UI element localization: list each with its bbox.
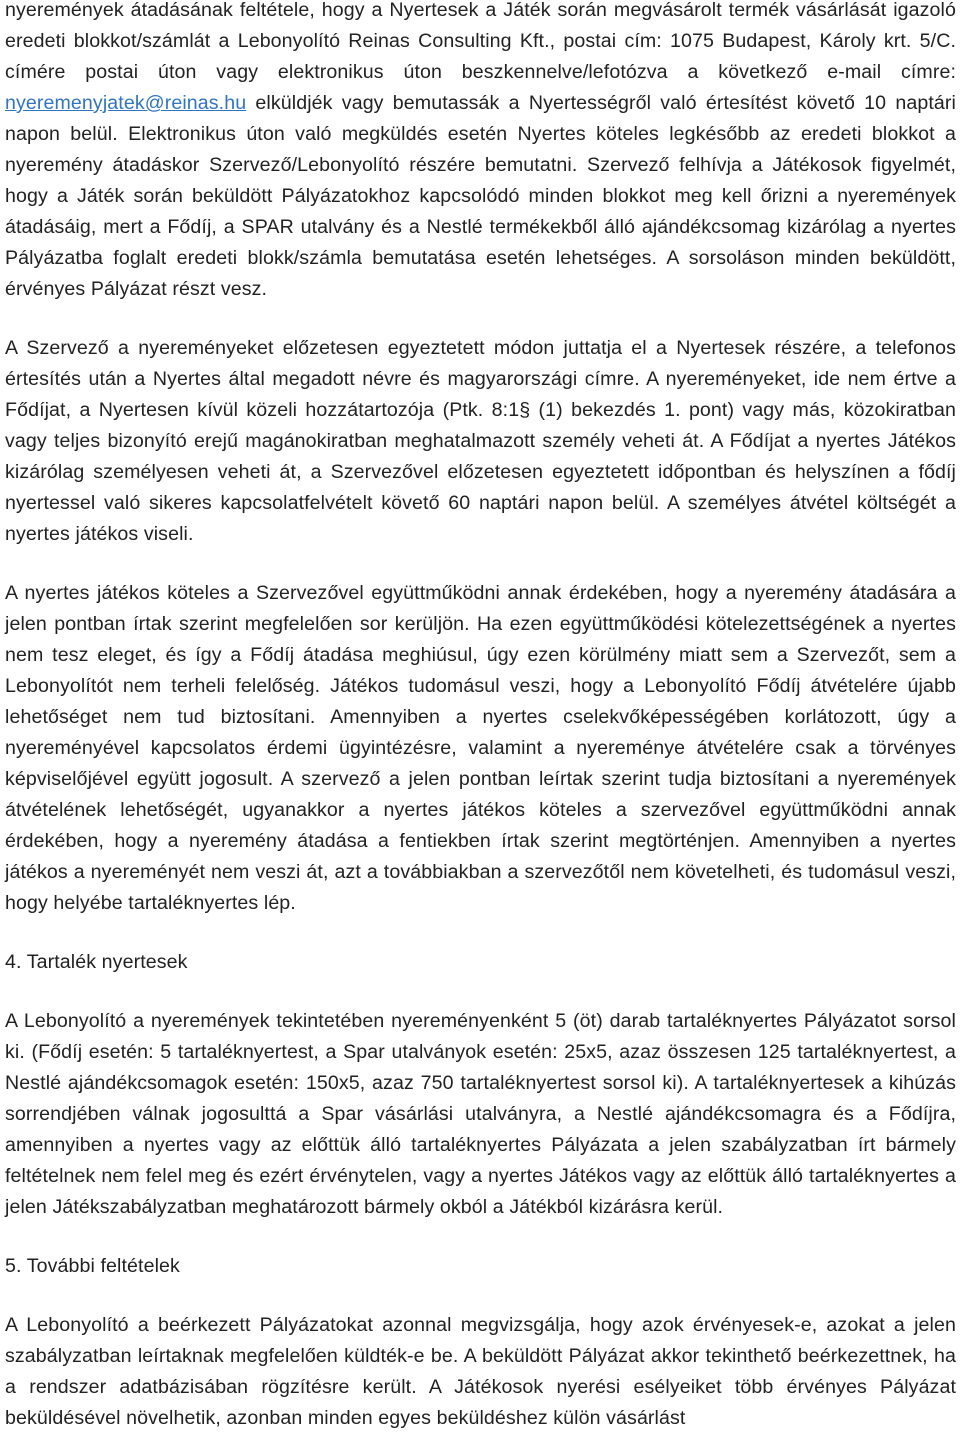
email-link[interactable]: nyeremenyjatek@reinas.hu xyxy=(5,92,247,114)
section-heading-further-conditions: 5. További feltételek xyxy=(5,1255,180,1277)
section-heading-reserve-winners: 4. Tartalék nyertesek xyxy=(5,951,188,973)
paragraph-prize-handover-conditions xyxy=(5,0,956,305)
paragraph-prize-delivery: A Szervező a nyereményeket előzetesen egyeztetett módon juttatja el a Nyertesek részére, a telefonos értesítés után a Nyertes által megadott névre és magyarországi címre. A nyereményeket, ide nem értve a Fődíjat, a Nyertesen kívül közeli hozzátartozója (Ptk. 8:1§ (1) bekezdés 1. pont) vagy más, közokiratban vagy teljes bizonyító erejű magánokiratban meghatalmazott személy veheti át. A Fődíjat a nyertes Játékos kizárólag személyesen veheti át, a Szervezővel előzetesen egyeztetett időpontban és helyszínen a fődíj nyertessel való sikeres kapcsolatfelvételt követő 60 naptári napon belül. A személyes átvétel költségét a nyertes játékos viseli. xyxy=(5,337,956,545)
paragraph-reserve-winners: A Lebonyolító a nyeremények tekintetében nyereményenként 5 (öt) darab tartaléknyertes Pályázatot sorsol ki. (Fődíj esetén: 5 tartaléknyertest, a Spar utalványok esetén: 25x5, azaz összesen 125 tartaléknyertest, a Nestlé ajándékcsomagok esetén: 150x5, azaz 750 tartaléknyertest sorsol ki). A tartaléknyertesek a kihúzás sorrendjében válnak jogosulttá a Spar vásárlási utalványra, a Nestlé ajándékcsomagra és a Fődíjra, amennyiben a nyertes vagy az előttük álló tartaléknyertes Pályázata a jelen szabályzatban írt bármely feltételnek nem felel meg és ezért érvénytelen, vagy a nyertes Játékos vagy az előttük álló tartaléknyertes a jelen Játékszabályzatban meghatározott bármely okból a Játékból kizárásra kerül. xyxy=(5,1010,956,1218)
paragraph-text: elküldjék vagy bemutassák a Nyertességről való értesítést követő 10 naptári napon belül. Elektronikus úton való megküldés esetén Nyertes köteles legkésőbb az eredeti blokkot a nyeremény átadáskor Szervező/Lebonyolító részére bemutatni. Szervező felhívja a Játékosok figyelmét, hogy a Játék során beküldött Pályázatokhoz kapcsolódó minden blokkot meg kell őrizni a nyeremények átadásáig, mert a Fődíj, a SPAR utalvány és a Nestlé termékekből álló ajándékcsomag kizárólag a nyertes Pályázatba foglalt eredeti blokk/számla bemutatása esetén lehetséges. A sorsoláson minden beküldött, érvényes Pályázat részt vesz. xyxy=(5,92,956,300)
paragraph-text: nyeremények átadásának feltétele, hogy a Nyertesek a Játék során megvásárolt termék vásárlását igazoló eredeti blokkot/számlát a Lebonyolító Reinas Consulting Kft., postai cím: 1075 Budapest, Károly krt. 5/C. címére postai úton vagy elektronikus úton beszkennelve/lefotózva a következő e-mail címre: xyxy=(5,0,956,83)
paragraph-winner-cooperation: A nyertes játékos köteles a Szervezővel együttműködni annak érdekében, hogy a nyeremény átadására a jelen pontban írtak szerint megfelelően sor kerüljön. Ha ezen együttműködési kötelezettségének a nyertes nem tesz eleget, és így a Fődíj átadása meghiúsul, úgy ezen körülmény miatt sem a Szervezőt, sem a Lebonyolítót nem terheli felelőség. Játékos tudomásul veszi, hogy a Lebonyolító Fődíj átvételére újabb lehetőséget nem tud biztosítani. Amennyiben a nyertes cselekvőképességében korlátozott, úgy a nyereményével kapcsolatos érdemi ügyintézésre, valamint a nyereménye átvételére csak a törvényes képviselőjével együtt jogosult. A szervező a jelen pontban leírtak szerint tudja biztosítani a nyeremények átvételének lehetőségét, ugyanakkor a nyertes játékos köteles a szervezővel együttműködni annak érdekében, hogy a nyeremény átadása a fentiekben írtak szerint megtörténjen. Amennyiben a nyertes játékos a nyereményét nem veszi át, azt a továbbiakban a szervezőtől nem követelheti, és tudomásul veszi, hogy helyébe tartaléknyertes lép. xyxy=(5,582,956,914)
paragraph-further-conditions: A Lebonyolító a beérkezett Pályázatokat azonnal megvizsgálja, hogy azok érvényesek-e, azokat a jelen szabályzatban leírtaknak megfelelően küldték-e be. A beküldött Pályázat akkor tekinthető beérkezettnek, ha a rendszer adatbázisában rögzítésre került. A Játékosok nyerési esélyeiket több érvényes Pályázat beküldésével növelhetik, azonban minden egyes beküldéshez külön vásárlást xyxy=(5,1314,956,1429)
